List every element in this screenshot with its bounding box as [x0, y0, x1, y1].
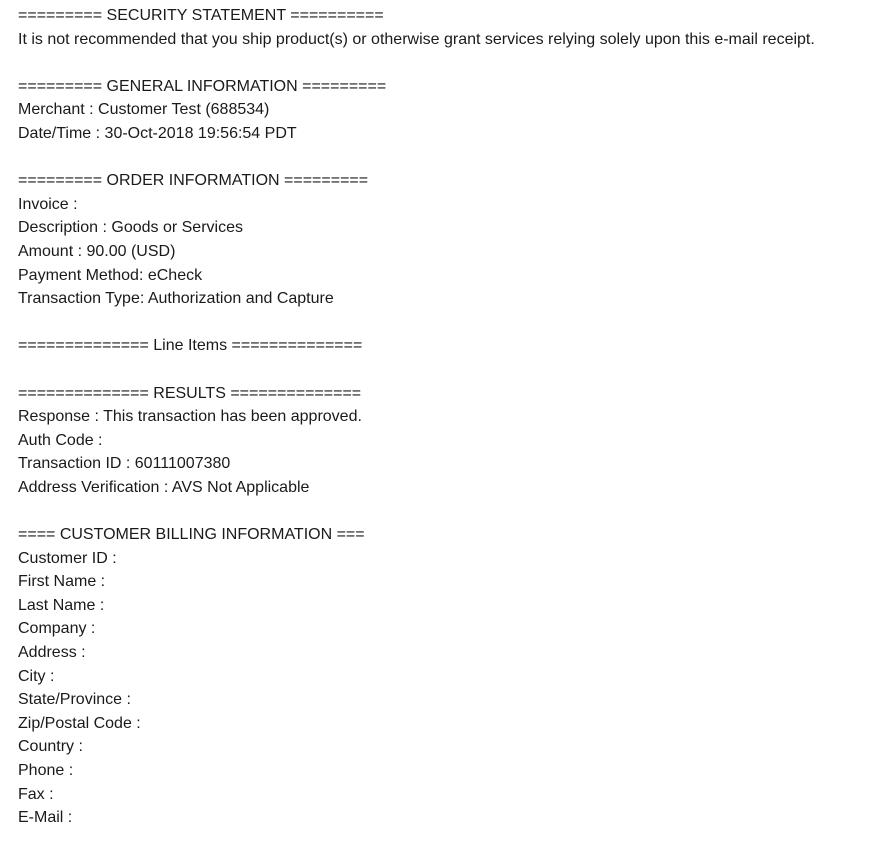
state-province-line: State/Province : [18, 691, 131, 709]
company-line: Company : [18, 620, 96, 638]
security-statement-text: It is not recommended that you ship product(s) or otherwise grant services relying solely upon this e-mail receipt. [18, 30, 815, 48]
customer-billing-section [18, 523, 873, 830]
section-spacer [18, 358, 873, 382]
transaction-type-line: Transaction Type: Authorization and Capture [18, 290, 334, 308]
city-line: City : [18, 667, 55, 685]
description-line: Description : Goods or Services [18, 219, 243, 237]
country-line: Country : [18, 738, 83, 756]
order-information-section [18, 169, 873, 311]
line-items-header: ============== Line Items ============== [18, 337, 363, 355]
phone-line: Phone : [18, 762, 74, 779]
first-name-line: First Name : [18, 573, 106, 591]
section-spacer [18, 311, 873, 335]
address-verification-line: Address Verification : AVS Not Applicable [18, 478, 310, 496]
section-spacer [18, 499, 873, 523]
last-name-line: Last Name : [18, 596, 105, 614]
results-header: ============== RESULTS ============== [18, 384, 362, 402]
datetime-line: Date/Time : 30-Oct-2018 19:56:54 PDT [18, 124, 297, 142]
zip-postal-code-line: Zip/Postal Code : [18, 714, 141, 732]
customer-billing-header: ==== CUSTOMER BILLING INFORMATION === [18, 526, 365, 544]
auth-code-line: Auth Code : [18, 431, 103, 449]
section-spacer [18, 51, 873, 75]
section-spacer [18, 146, 873, 170]
transaction-id-line: Transaction ID : 60111007380 [18, 455, 231, 473]
response-line: Response : This transaction has been approved. [18, 408, 362, 426]
security-statement-header: ========= SECURITY STATEMENT ========== [18, 7, 384, 24]
merchant-line: Merchant : Customer Test (688534) [18, 101, 270, 119]
payment-method-line: Payment Method: eCheck [18, 266, 203, 284]
invoice-line: Invoice : [18, 195, 78, 213]
general-information-header: ========= GENERAL INFORMATION ========= [18, 77, 387, 95]
email-line: E-Mail : [18, 809, 73, 827]
general-information-section [18, 75, 873, 146]
results-section [18, 382, 873, 500]
security-statement-section [18, 4, 873, 51]
fax-line: Fax : [18, 785, 54, 803]
order-information-header: ========= ORDER INFORMATION ========= [18, 172, 369, 190]
line-items-section [18, 334, 873, 358]
address-line: Address : [18, 644, 86, 662]
email-receipt [18, 4, 873, 830]
customer-id-line: Customer ID : [18, 549, 117, 567]
amount-line: Amount : 90.00 (USD) [18, 242, 176, 260]
